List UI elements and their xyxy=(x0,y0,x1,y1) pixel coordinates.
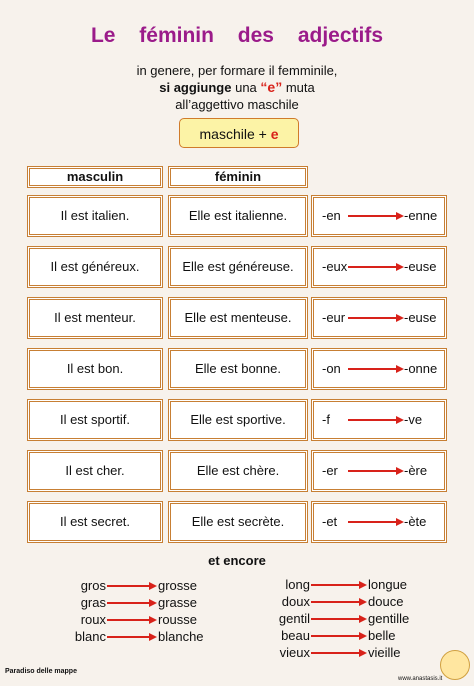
masculine-word: long xyxy=(285,577,310,592)
suffix-masculin: -er xyxy=(322,463,338,478)
rule-arrow-icon xyxy=(348,517,404,527)
pair-arrow-icon xyxy=(107,615,157,625)
word-pair xyxy=(262,628,436,644)
cell-masculin: Il est sportif. xyxy=(27,399,163,441)
feminine-word: douce xyxy=(368,594,404,609)
quote-open: “ xyxy=(260,79,268,95)
pair-arrow-icon xyxy=(107,598,157,608)
word-pair xyxy=(262,594,436,610)
rule-arrow-icon xyxy=(348,364,404,374)
suffix-feminin: -enne xyxy=(404,208,438,223)
formula-text: maschile + xyxy=(199,126,267,142)
suffix-masculin: -f xyxy=(322,412,330,427)
cell-masculin: Il est italien. xyxy=(27,195,163,237)
suffix-masculin: -en xyxy=(322,208,341,223)
cell-masculin: Il est généreux. xyxy=(27,246,163,288)
cell-feminin: Elle est généreuse. xyxy=(168,246,308,288)
word-pair xyxy=(262,645,436,661)
pair-arrow-icon xyxy=(311,631,367,641)
word-pair xyxy=(262,611,436,627)
e-letter: e xyxy=(267,79,276,95)
pair-arrow-icon xyxy=(311,614,367,624)
suffix-feminin: -ère xyxy=(404,463,428,478)
feminine-word: grosse xyxy=(158,578,198,593)
cell-rule xyxy=(311,501,447,543)
cell-feminin: Elle est menteuse. xyxy=(168,297,308,339)
feminine-word: vieille xyxy=(368,645,401,660)
rule-arrow-icon xyxy=(348,211,404,221)
cell-rule xyxy=(311,450,447,492)
feminine-word: longue xyxy=(368,577,408,592)
word-pair xyxy=(262,577,436,593)
cell-rule xyxy=(311,246,447,288)
cell-feminin: Elle est chère. xyxy=(168,450,308,492)
suffix-feminin: -ète xyxy=(404,514,427,529)
pair-arrow-icon xyxy=(311,648,367,658)
rule-arrow-icon xyxy=(348,313,404,323)
feminine-word: belle xyxy=(368,628,396,643)
feminine-word: blanche xyxy=(158,629,204,644)
rule-arrow-icon xyxy=(348,262,404,272)
cell-masculin: Il est bon. xyxy=(27,348,163,390)
cell-rule xyxy=(311,399,447,441)
intro-text xyxy=(0,62,474,113)
pair-arrow-icon xyxy=(107,632,157,642)
masculine-word: doux xyxy=(281,594,310,609)
cell-feminin: Elle est sportive. xyxy=(168,399,308,441)
intro-line-2 xyxy=(0,79,474,96)
header-feminin: féminin xyxy=(168,166,308,188)
cell-feminin: Elle est italienne. xyxy=(168,195,308,237)
suffix-masculin: -eur xyxy=(322,310,346,325)
feminine-word: rousse xyxy=(158,612,198,627)
header-masculin: masculin xyxy=(27,166,163,188)
masculine-word: gentil xyxy=(278,611,310,626)
cell-masculin: Il est secret. xyxy=(27,501,163,543)
intro-line-1: in genere, per formare il femminile, xyxy=(136,63,338,78)
suffix-feminin: -onne xyxy=(404,361,438,376)
formula-e: e xyxy=(270,126,279,142)
intro-muta: muta xyxy=(285,80,315,95)
cell-feminin: Elle est bonne. xyxy=(168,348,308,390)
anastasis-logo xyxy=(440,650,470,680)
masculine-word: gros xyxy=(80,578,106,593)
masculine-word: gras xyxy=(80,595,106,610)
suffix-masculin: -eux xyxy=(322,259,348,274)
suffix-feminin: -euse xyxy=(404,310,437,325)
suffix-feminin: -euse xyxy=(404,259,437,274)
word-pair xyxy=(60,578,226,594)
quote-close: ” xyxy=(275,79,283,95)
page-title: Le féminin des adjectifs xyxy=(90,24,384,47)
word-pair xyxy=(60,629,226,645)
encore-heading: et encore xyxy=(208,553,266,568)
pair-arrow-icon xyxy=(107,581,157,591)
masculine-word: vieux xyxy=(279,645,310,660)
word-pair xyxy=(60,612,226,628)
intro-una: una xyxy=(235,80,257,95)
footer-left: Paradiso delle mappe xyxy=(5,668,77,675)
cell-masculin: Il est menteur. xyxy=(27,297,163,339)
intro-bold: si aggiunge xyxy=(159,80,232,95)
feminine-word: gentille xyxy=(368,611,410,626)
cell-rule xyxy=(311,195,447,237)
cell-feminin: Elle est secrète. xyxy=(168,501,308,543)
cell-rule xyxy=(311,348,447,390)
rule-arrow-icon xyxy=(348,415,404,425)
pair-arrow-icon xyxy=(311,597,367,607)
feminine-word: grasse xyxy=(158,595,198,610)
footer-right: www.anastasis.it xyxy=(398,676,443,682)
suffix-feminin: -ve xyxy=(404,412,423,427)
pair-arrow-icon xyxy=(311,580,367,590)
intro-line-3: all’aggettivo maschile xyxy=(175,97,299,112)
masculine-word: roux xyxy=(80,612,106,627)
suffix-masculin: -on xyxy=(322,361,341,376)
formula-box xyxy=(179,118,299,148)
word-pair xyxy=(60,595,226,611)
masculine-word: blanc xyxy=(74,629,106,644)
masculine-word: beau xyxy=(281,628,310,643)
cell-rule xyxy=(311,297,447,339)
rule-arrow-icon xyxy=(348,466,404,476)
cell-masculin: Il est cher. xyxy=(27,450,163,492)
suffix-masculin: -et xyxy=(322,514,338,529)
